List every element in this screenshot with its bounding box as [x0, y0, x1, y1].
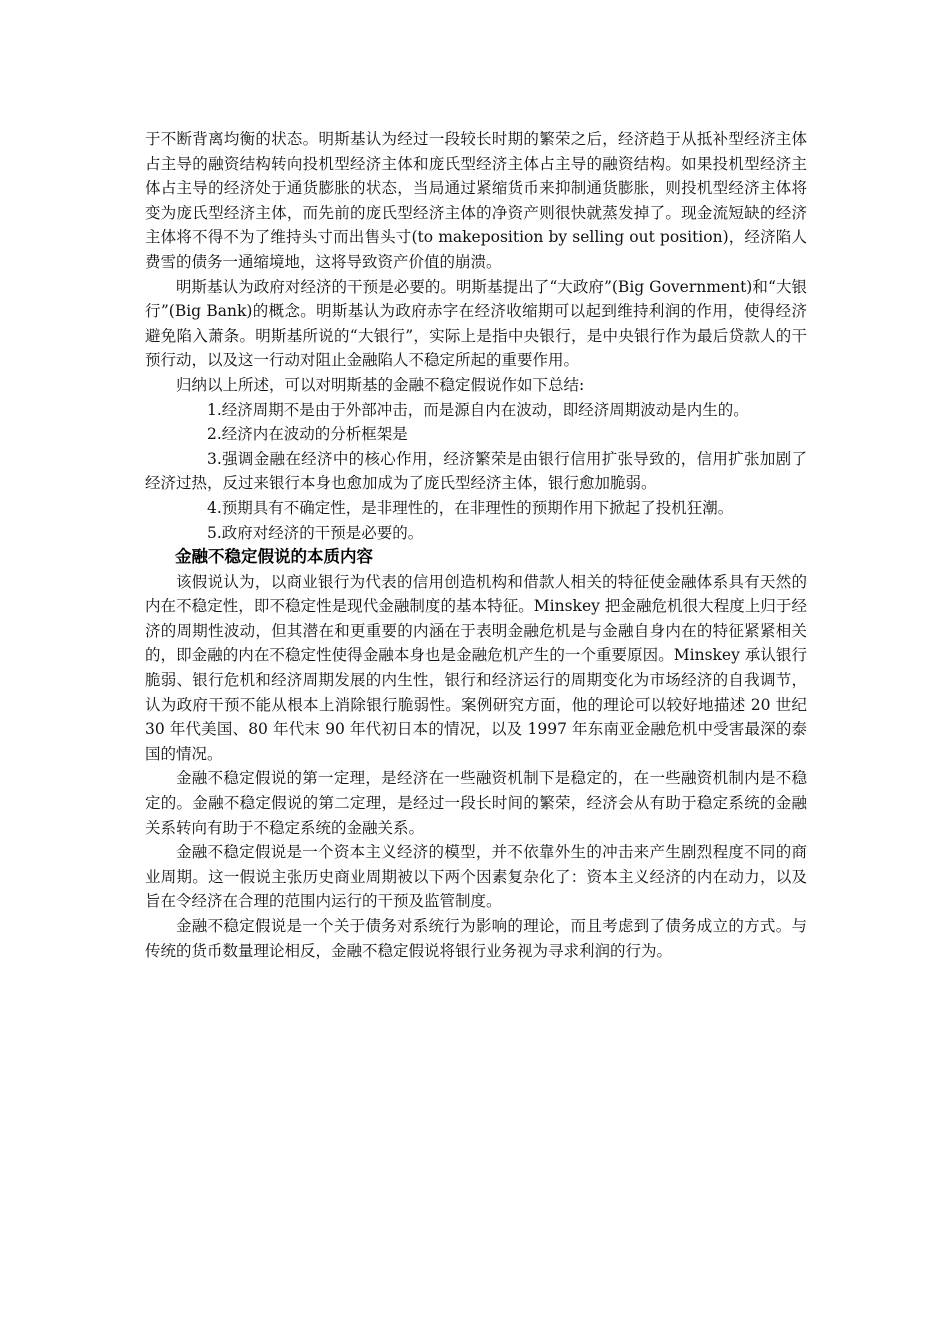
list-item: 1.经济周期不是由于外部冲击，而是源自内在波动，即经济周期波动是内生的。	[207, 400, 749, 419]
list-item: 4.预期具有不确定性，是非理性的，在非理性的预期作用下掀起了投机狂潮。	[207, 498, 734, 517]
paragraph-hypothesis: 该假说认为，以商业银行为代表的信用创造机构和借款人相关的特征使金融体系具有天然的内在不稳定性，即不稳定性是现代金融制度的基本特征。Minskey 把金融危机很大程度上归于经济的周期性波动，但其潜在和更重要的内涵在于表明金融危机是与金融自身内在的特征紧紧相关的，即金融的内在不稳定性使得金融本身也是金融危机产生的一个重要原因。Minskey 承认银行脆弱、银行危机和经济周期发展的内生性，银行和经济运行的周期变化为市场经济的自我调节，认为政府干预不能从根本上消除银行脆弱性。案例研究方面，他的理论可以较好地描述 20 世纪 30 年代美国、80 年代末 90 年代初日本的情况，以及 1997 年东南亚金融危机中受害最深的泰国的情况。	[145, 572, 807, 763]
paragraph-debt-theory: 金融不稳定假说是一个关于债务对系统行为影响的理论，而且考虑到了债务成立的方式。与传统的货币数量理论相反，金融不稳定假说将银行业务视为寻求利润的行为。	[145, 917, 807, 960]
list-item: 5.政府对经济的干预是必要的。	[207, 523, 424, 542]
paragraph-theorems: 金融不稳定假说的第一定理，是经济在一些融资机制下是稳定的，在一些融资机制内是不稳定的。金融不稳定假说的第二定理，是经过一段长时间的繁荣，经济会从有助于稳定系统的金融关系转向有助于不稳定系统的金融关系。	[145, 769, 807, 837]
paragraph-big-government: 明斯基认为政府对经济的干预是必要的。明斯基提出了“大政府”(Big Government)和“大银行”(Big Bank)的概念。明斯基认为政府赤字在经济收缩期可以起到维持利润的作用，使得经济避免陷入萧条。明斯基所说的“大银行”，实际上是指中央银行，是中央银行作为最后贷款人的干预行动，以及这一行动对阻止金融陷人不稳定所起的重要作用。	[145, 277, 807, 370]
list-item: 2.经济内在波动的分析框架是	[207, 425, 408, 444]
paragraph-summary-intro: 归纳以上所述，可以对明斯基的金融不稳定假说作如下总结:	[176, 375, 585, 394]
list-item: 3.强调金融在经济中的核心作用，经济繁荣是由银行信用扩张导致的，信用扩张加剧了经济过热，反过来银行本身也愈加成为了庞氏型经济主体，银行愈加脆弱。	[145, 449, 807, 493]
paragraph-capitalist-model: 金融不稳定假说是一个资本主义经济的模型，并不依靠外生的冲击来产生剧烈程度不同的商业周期。这一假说主张历史商业周期被以下两个因素复杂化了：资本主义经济的内在动力，以及旨在令经济在合理的范围内运行的干预及监管制度。	[145, 843, 807, 911]
document-page	[145, 127, 807, 963]
paragraph-continuation: 于不断背离均衡的状态。明斯基认为经过一段较长时期的繁荣之后，经济趋于从抵补型经济主体占主导的融资结构转向投机型经济主体和庞氏型经济主体占主导的融资结构。如果投机型经济主体占主导的经济处于通货膨胀的状态，当局通过紧缩货币来抑制通货膨胀，则投机型经济主体将变为庞氏型经济主体，而先前的庞氏型经济主体的净资产则很快就蒸发掉了。现金流短缺的经济主体将不得不为了维持头寸而出售头寸(to makeposition by selling out position)，经济陷人费雪的债务一通缩境地，这将导致资产价值的崩溃。	[145, 130, 807, 271]
summary-list	[145, 398, 807, 546]
section-heading: 金融不稳定假说的本质内容	[175, 547, 373, 567]
